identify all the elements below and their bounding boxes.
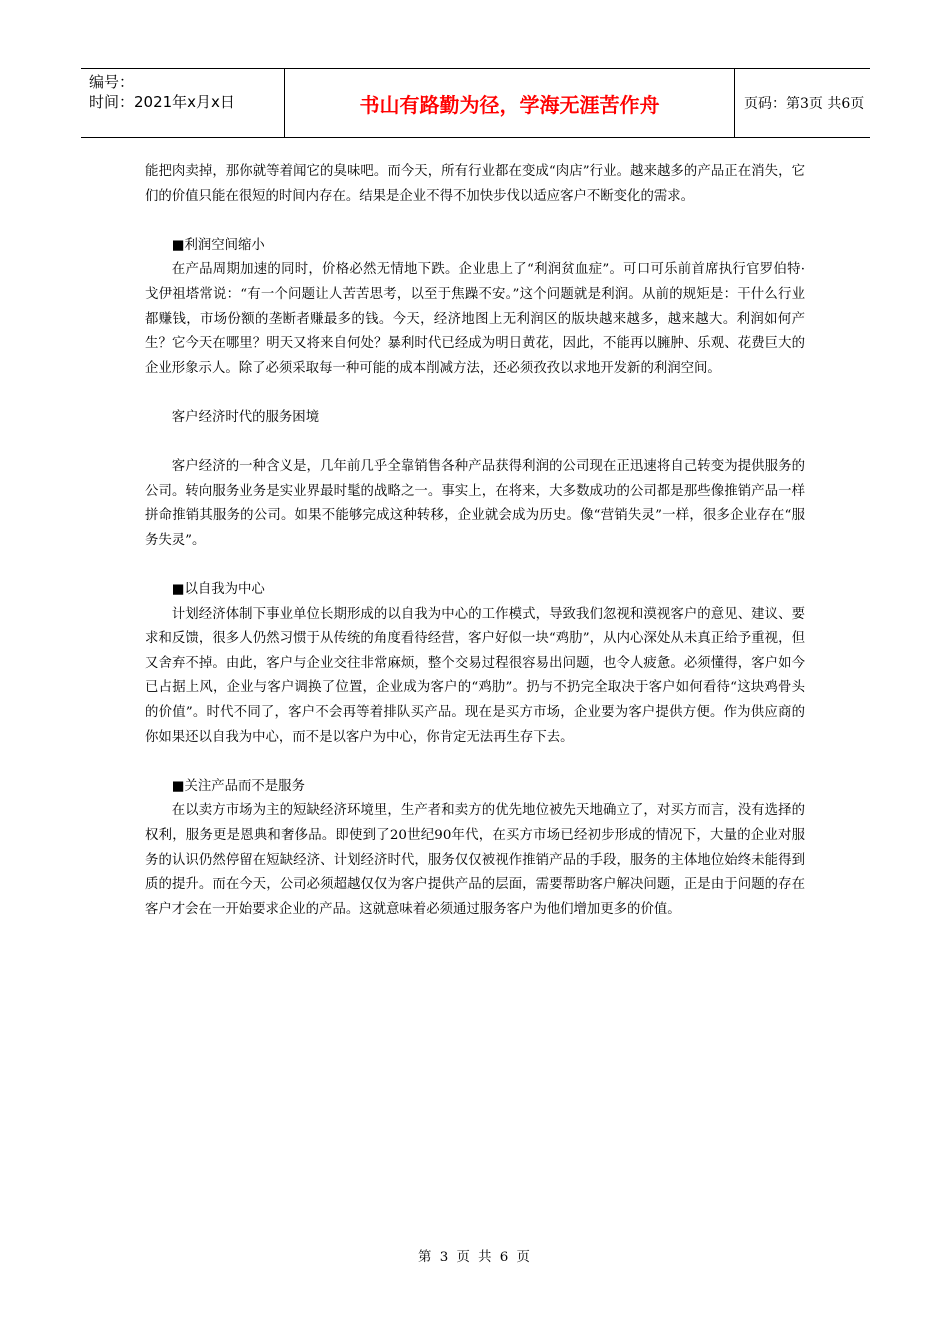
paragraph: 计划经济体制下事业单位长期形成的以自我为中心的工作模式，导致我们忽视和漠视客户的意见、建议、要求和反馈，很多人仍然习惯于从传统的角度看待经营，客户好似一块“鸡肋”，从内心深处从未真正给予重视，但又舍弃不掉。由此，客户与企业交往非常麻烦，整个交易过程很容易出问题，也令人疲惫。必须懂得，客户如今已占据上风，企业与客户调换了位置，企业成为客户的“鸡肋”。扔与不扔完全取决于客户如何看待“这块鸡骨头的价值”。时代不同了，客户不会再等着排队买产品。现在是买方市场，企业要为客户提供方便。作为供应商的你如果还以自我为中心，而不是以客户为中心，你肯定无法再生存下去。 xyxy=(145,606,805,745)
section-heading: ■关注产品而不是服务 xyxy=(171,778,305,794)
paragraph: 在产品周期加速的同时，价格必然无情地下跌。企业患上了“利润贫血症”。可口可乐前首席执行官罗伯特·戈伊祖塔常说：“有一个问题让人苦苦思考，以至于焦躁不安。”这个问题就是利润。从前的规矩是：干什么行业都赚钱，市场份额的垄断者赚最多的钱。今天，经济地图上无利润区的版块越来越多，越来越大。利润如何产生？它今天在哪里？明天又将来自何处？暴利时代已经成为明日黄花，因此，不能再以臃肿、乐观、花费巨大的企业形象示人。除了必须采取每一种可能的成本削减方法，还必须孜孜以求地开发新的利润空间。 xyxy=(145,262,805,376)
header-page-info: 页码：第3页 共6页 xyxy=(744,96,865,112)
document-body xyxy=(145,160,805,922)
page-header xyxy=(81,68,870,138)
paragraph: 在以卖方市场为主的短缺经济环境里，生产者和卖方的优先地位被先天地确立了，对买方而言，没有选择的权利，服务更是恩典和奢侈品。即使到了20世纪90年代，在买方市场已经初步形成的情况下，大量的企业对服务的认识仍然停留在短缺经济、计划经济时代，服务仅仅被视作推销产品的手段，服务的主体地位始终未能得到质的提升。而在今天，公司必须超越仅仅为客户提供产品的层面，需要帮助客户解决问题，正是由于问题的存在客户才会在一开始要求企业的产品。这就意味着必须通过服务客户为他们增加更多的价值。 xyxy=(145,803,805,917)
paragraph: 客户经济的一种含义是，几年前几乎全靠销售各种产品获得利润的公司现在正迅速将自己转变为提供服务的公司。转向服务业务是实业界最时髦的战略之一。事实上，在将来，大多数成功的公司都是那些像推销产品一样拼命推销其服务的公司。如果不能够完成这种转移，企业就会成为历史。像“营销失灵”一样，很多企业存在“服务失灵”。 xyxy=(145,459,805,548)
document-number-label: 编号： xyxy=(89,73,135,91)
section-heading: 客户经济时代的服务困境 xyxy=(171,409,320,425)
header-motto: 书山有路勤为径，学海无涯苦作舟 xyxy=(285,69,735,137)
document-time-label: 时间：2021年x月x日 xyxy=(89,93,235,111)
header-meta xyxy=(81,69,285,137)
section-heading: ■以自我为中心 xyxy=(171,582,265,598)
paragraph: 能把肉卖掉，那你就等着闻它的臭味吧。而今天，所有行业都在变成“肉店”行业。越来越多的产品正在消失，它们的价值只能在很短的时间内存在。结果是企业不得不加快步伐以适应客户不断变化的需求。 xyxy=(145,164,805,204)
page-footer: 第 3 页 共 6 页 xyxy=(418,1250,532,1265)
section-heading: ■利润空间缩小 xyxy=(171,237,265,253)
